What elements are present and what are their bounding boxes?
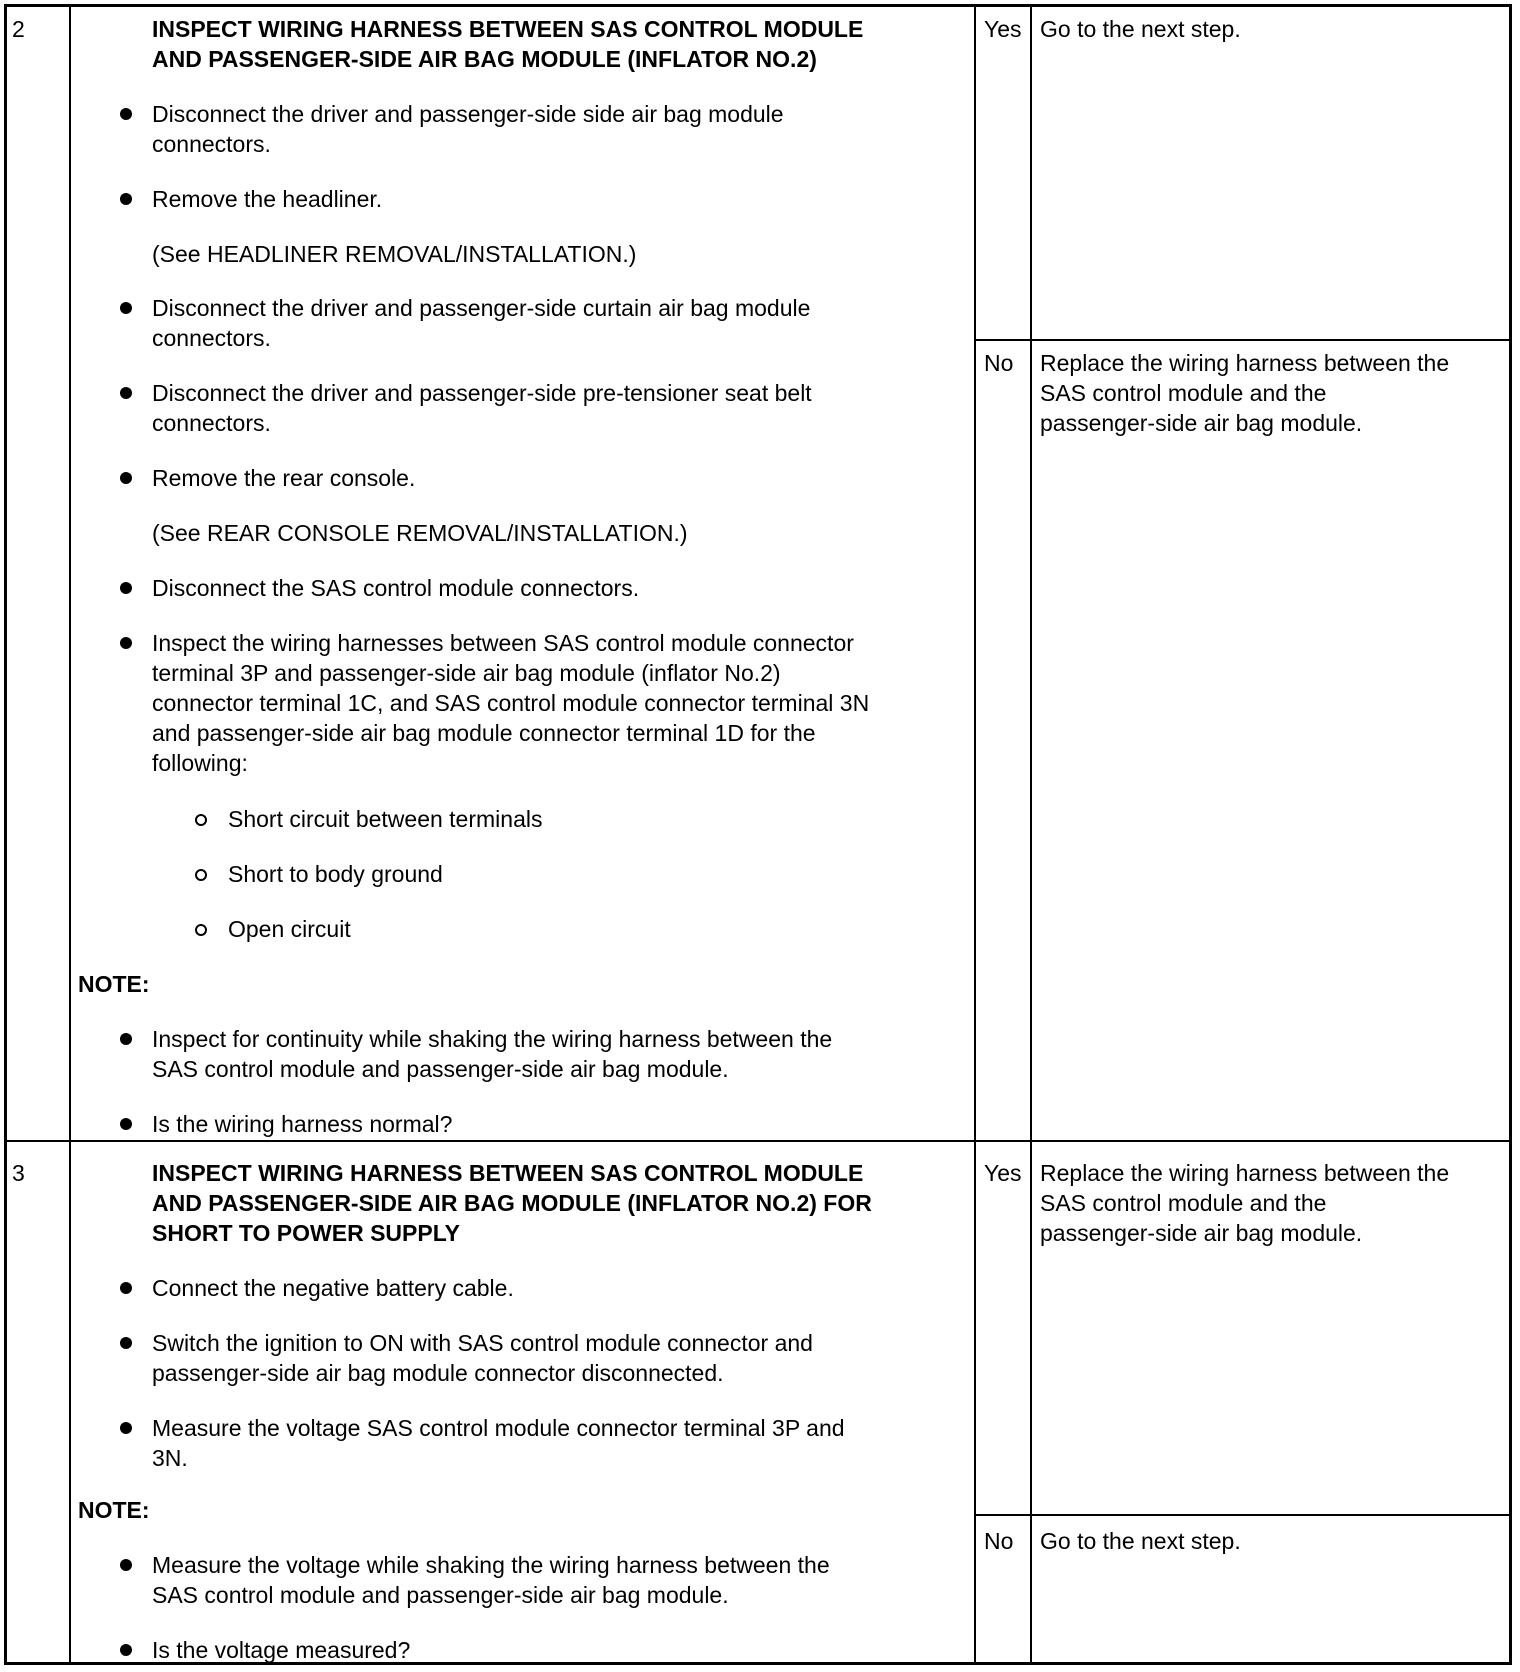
bullet-dot: [120, 1337, 132, 1349]
bullet-text: Disconnect the driver and passenger-side curtain air bag module: [152, 295, 811, 321]
note-text: Inspect for continuity while shaking the wiring harness between the: [152, 1026, 833, 1052]
yes-no-divider-row3: [974, 1514, 1512, 1516]
step-title-line: SHORT TO POWER SUPPLY: [152, 1220, 460, 1246]
yes-action: Go to the next step.: [1040, 16, 1241, 42]
yes-action: Replace the wiring harness between the: [1040, 1160, 1450, 1186]
bullet-dot: [120, 193, 132, 205]
yes-action: passenger-side air bag module.: [1040, 1220, 1363, 1246]
yes-label: Yes: [984, 1160, 1022, 1186]
note-label: NOTE:: [78, 971, 150, 997]
bullet-text: passenger-side air bag module connector disconnected.: [152, 1360, 724, 1386]
sub-bullet-text: Open circuit: [228, 916, 351, 942]
bullet-text: connectors.: [152, 410, 271, 436]
table-border-top: [4, 4, 1512, 7]
bullet-dot: [120, 1118, 132, 1130]
step-number: 3: [12, 1160, 25, 1186]
no-action: Replace the wiring harness between the: [1040, 350, 1450, 376]
sub-bullet-circle: [195, 924, 207, 936]
bullet-text: Disconnect the driver and passenger-side side air bag module: [152, 101, 784, 127]
no-action: Go to the next step.: [1040, 1528, 1241, 1554]
question-text: Is the wiring harness normal?: [152, 1111, 453, 1137]
col-divider-step: [69, 4, 71, 1665]
note-label: NOTE:: [78, 1497, 150, 1523]
bullet-text: terminal 3P and passenger-side air bag module (inflator No.2): [152, 660, 781, 686]
bullet-text: Connect the negative battery cable.: [152, 1275, 514, 1301]
question-text: Is the voltage measured?: [152, 1637, 411, 1663]
note-text: Measure the voltage while shaking the wiring harness between the: [152, 1552, 830, 1578]
bullet-text: Remove the rear console.: [152, 465, 416, 491]
bullet-text: connector terminal 1C, and SAS control module connector terminal 3N: [152, 690, 870, 716]
bullet-dot: [120, 472, 132, 484]
sub-bullet-text: Short circuit between terminals: [228, 806, 543, 832]
reference-text: (See HEADLINER REMOVAL/INSTALLATION.): [152, 241, 637, 267]
yes-no-divider-row2: [974, 339, 1512, 341]
bullet-dot: [120, 387, 132, 399]
note-text: SAS control module and passenger-side air bag module.: [152, 1582, 729, 1608]
yes-action: SAS control module and the: [1040, 1190, 1327, 1216]
bullet-dot: [120, 582, 132, 594]
bullet-dot: [120, 637, 132, 649]
bullet-text: connectors.: [152, 131, 271, 157]
bullet-text: Disconnect the SAS control module connectors.: [152, 575, 640, 601]
col-divider-content: [974, 4, 976, 1665]
bullet-dot: [120, 302, 132, 314]
no-action: passenger-side air bag module.: [1040, 410, 1363, 436]
bullet-dot: [120, 1282, 132, 1294]
bullet-text: Switch the ignition to ON with SAS control module connector and: [152, 1330, 813, 1356]
sub-bullet-text: Short to body ground: [228, 861, 443, 887]
bullet-text: 3N.: [152, 1445, 188, 1471]
bullet-text: Measure the voltage SAS control module connector terminal 3P and: [152, 1415, 845, 1441]
no-action: SAS control module and the: [1040, 380, 1327, 406]
bullet-dot: [120, 1422, 132, 1434]
bullet-dot: [120, 1033, 132, 1045]
step-number: 2: [12, 16, 25, 42]
col-divider-result: [1030, 4, 1032, 1665]
step-title-line: AND PASSENGER-SIDE AIR BAG MODULE (INFLATOR NO.2): [152, 46, 817, 72]
yes-label: Yes: [984, 16, 1022, 42]
sub-bullet-circle: [195, 814, 207, 826]
bullet-text: connectors.: [152, 325, 271, 351]
sub-bullet-circle: [195, 869, 207, 881]
bullet-text: Disconnect the driver and passenger-side pre-tensioner seat belt: [152, 380, 812, 406]
row-divider: [4, 1140, 1512, 1142]
table-border-right: [1509, 4, 1512, 1665]
step-title-line: INSPECT WIRING HARNESS BETWEEN SAS CONTROL MODULE: [152, 1160, 864, 1186]
table-border-left: [4, 4, 7, 1665]
bullet-text: Remove the headliner.: [152, 186, 383, 212]
bullet-dot: [120, 1644, 132, 1656]
bullet-dot: [120, 108, 132, 120]
note-text: SAS control module and passenger-side air bag module.: [152, 1056, 729, 1082]
step-title-line: AND PASSENGER-SIDE AIR BAG MODULE (INFLATOR NO.2) FOR: [152, 1190, 872, 1216]
bullet-text: following:: [152, 750, 248, 776]
reference-text: (See REAR CONSOLE REMOVAL/INSTALLATION.): [152, 520, 688, 546]
bullet-text: Inspect the wiring harnesses between SAS control module connector: [152, 630, 854, 656]
no-label: No: [984, 1528, 1014, 1554]
bullet-dot: [120, 1559, 132, 1571]
step-title-line: INSPECT WIRING HARNESS BETWEEN SAS CONTROL MODULE: [152, 16, 864, 42]
bullet-text: and passenger-side air bag module connector terminal 1D for the: [152, 720, 816, 746]
no-label: No: [984, 350, 1014, 376]
